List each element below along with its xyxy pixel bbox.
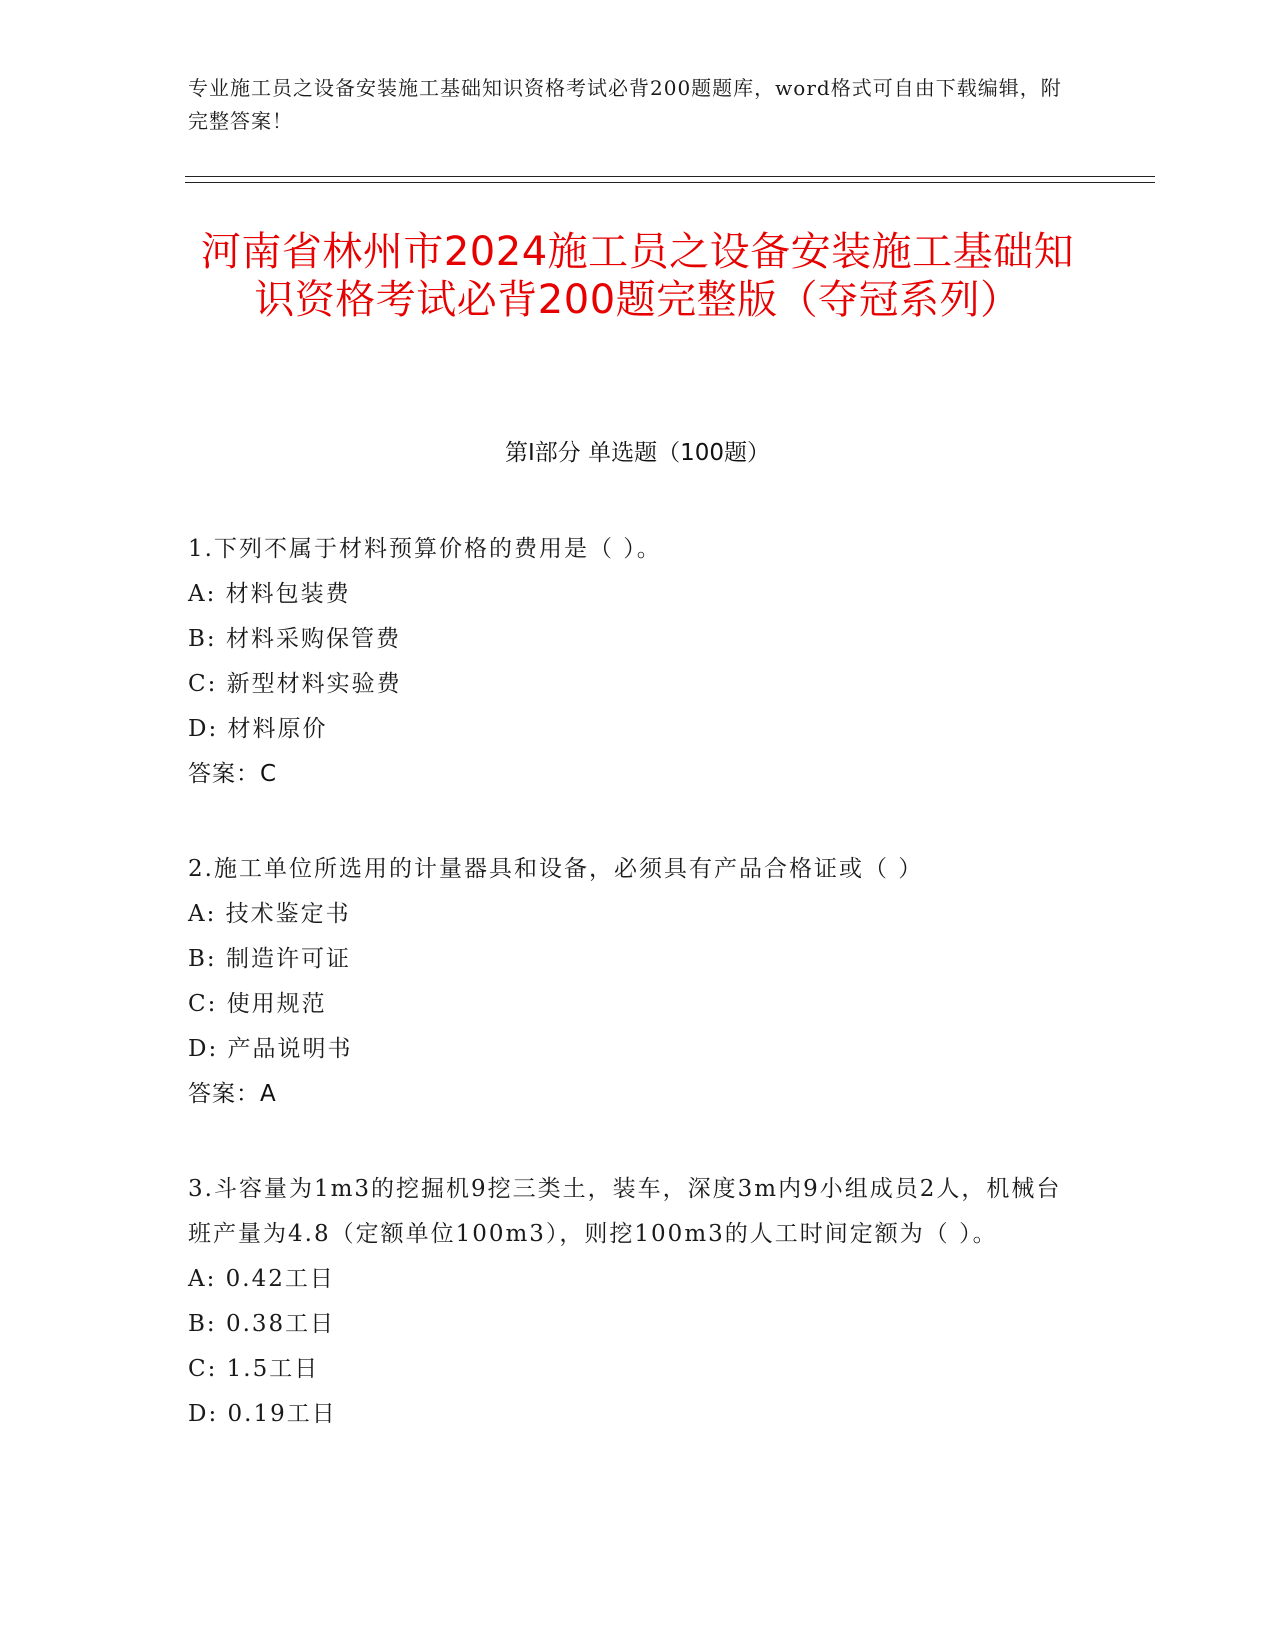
option-d: D: 产品说明书: [188, 1036, 353, 1062]
option-b: B: 材料采购保管费: [188, 626, 401, 652]
answer-line: 答案：A: [188, 1081, 277, 1107]
question-2: [188, 847, 1068, 1117]
answer-line: 答案：C: [188, 761, 278, 787]
option-b: B: 制造许可证: [188, 946, 351, 972]
question-stem: 3.斗容量为1m3的挖掘机9挖三类土，装车，深度3m内9小组成员2人，机械台班产量为4.8（定额单位100m3），则挖100m3的人工时间定额为（ ）。: [188, 1176, 1062, 1247]
option-c: C: 1.5工日: [188, 1356, 320, 1382]
question-1: [188, 527, 1068, 797]
option-a: A: 0.42工日: [188, 1266, 335, 1292]
question-stem: 1.下列不属于材料预算价格的费用是（ ）。: [188, 536, 662, 562]
option-d: D: 0.19工日: [188, 1401, 337, 1427]
header-rule-top: [185, 176, 1155, 177]
intro-text: 专业施工员之设备安装施工基础知识资格考试必背200题题库，word格式可自由下载编辑，附完整答案！: [188, 76, 1062, 133]
option-a: A: 材料包装费: [188, 581, 351, 607]
section-heading: 第Ⅰ部分 单选题（100题）: [505, 440, 770, 466]
header-rule-bottom: [185, 182, 1155, 183]
option-c: C: 使用规范: [188, 991, 327, 1017]
option-b: B: 0.38工日: [188, 1311, 336, 1337]
document-title: 河南省林州市2024施工员之设备安装施工基础知识资格考试必背200题完整版（夺冠系列）: [200, 229, 1075, 323]
question-3: [188, 1167, 1068, 1437]
question-stem: 2.施工单位所选用的计量器具和设备，必须具有产品合格证或（ ）: [188, 856, 924, 882]
question-list: [188, 527, 1068, 1487]
option-a: A: 技术鉴定书: [188, 901, 351, 927]
option-d: D: 材料原价: [188, 716, 328, 742]
option-c: C: 新型材料实验费: [188, 671, 402, 697]
